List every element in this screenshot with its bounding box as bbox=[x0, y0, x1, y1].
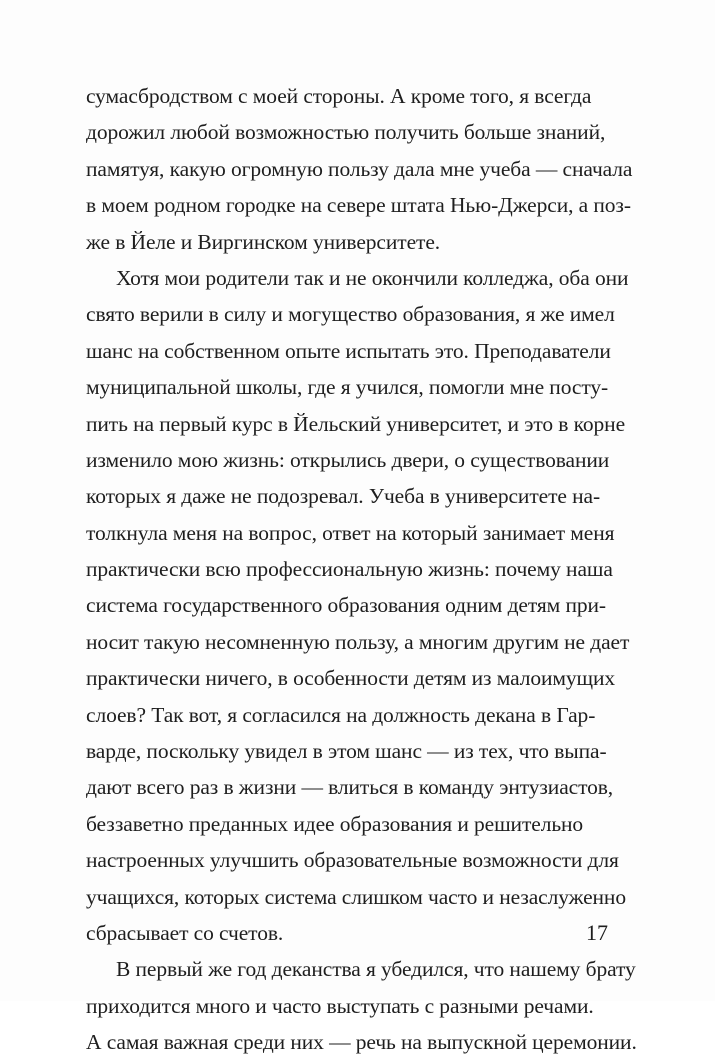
text-line: толкнула меня на вопрос, ответ на который занимает меня bbox=[86, 520, 615, 545]
text-line: варде, поскольку увидел в этом шанс — из тех, что выпа- bbox=[86, 739, 607, 764]
text-line: сбрасывает со счетов. bbox=[86, 920, 284, 945]
text-line: в моем родном городке на севере штата Нью-Джерси, а поз- bbox=[86, 193, 631, 218]
text-line: изменило мою жизнь: открылись двери, о существовании bbox=[86, 447, 610, 472]
text-line: настроенных улучшить образовательные возможности для bbox=[86, 848, 619, 873]
text-line: памятуя, какую огромную пользу дала мне учеба — сначала bbox=[86, 156, 633, 181]
text-line: приходится много и часто выступать с разными речами. bbox=[86, 993, 594, 1018]
text-line: же в Йеле и Виргинском университете. bbox=[86, 229, 441, 254]
text-line: слоев? Так вот, я согласился на должность декана в Гар- bbox=[86, 702, 596, 727]
body-text bbox=[86, 78, 637, 1061]
page-number: 17 bbox=[586, 920, 608, 945]
text-line: система государственного образования одним детям при- bbox=[86, 593, 606, 618]
text-line: А самая важная среди них — речь на выпускной церемонии. bbox=[86, 1030, 637, 1055]
text-line: учащихся, которых система слишком часто и незаслуженно bbox=[86, 884, 626, 909]
text-line: практически ничего, в особенности детям из малоимущих bbox=[86, 666, 616, 691]
text-line: шанс на собственном опыте испытать это. Преподаватели bbox=[86, 338, 611, 363]
text-line: пить на первый курс в Йельский университет, и это в корне bbox=[86, 411, 626, 436]
text-line: муниципальной школы, где я учился, помогли мне посту- bbox=[86, 375, 609, 400]
text-line: сумасбродством с моей стороны. А кроме того, я всегда bbox=[86, 84, 592, 108]
text-line: практически всю профессиональную жизнь: почему наша bbox=[86, 557, 613, 582]
paragraph-first-line: В первый же год деканства я убедился, что нашему брату bbox=[116, 957, 636, 982]
text-line: носит такую несомненную пользу, а многим другим не дает bbox=[86, 629, 630, 654]
text-line: свято верили в силу и могущество образования, я же имел bbox=[86, 302, 615, 327]
paragraph-first-line: Хотя мои родители так и не окончили колледжа, оба они bbox=[116, 265, 629, 290]
text-line: дают всего раз в жизни — влиться в команду энтузиастов, bbox=[86, 775, 614, 800]
text-line: дорожил любой возможностью получить больше знаний, bbox=[86, 120, 606, 145]
text-line: беззаветно преданных идее образования и решительно bbox=[86, 811, 584, 836]
text-line: которых я даже не подозревал. Учеба в университете на- bbox=[86, 484, 601, 509]
